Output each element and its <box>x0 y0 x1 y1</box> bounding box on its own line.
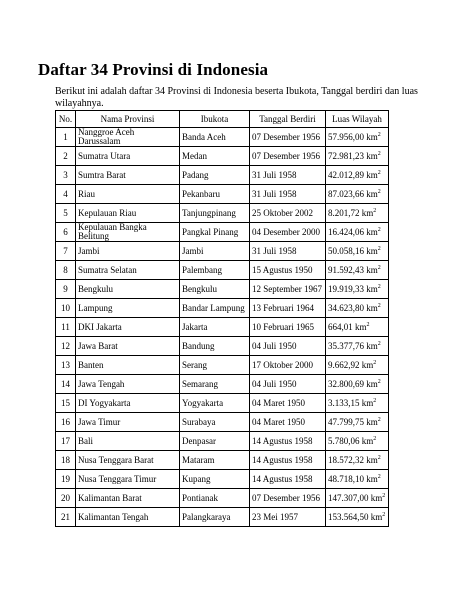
cell-no-text: 13 <box>61 359 70 370</box>
cell-province-name <box>76 242 180 261</box>
cell-province-name-text: Kepulauan Bangka Belitung <box>78 222 147 241</box>
cell-founding-date <box>250 508 326 527</box>
cell-founding-date-text: 14 Agustus 1958 <box>252 454 313 465</box>
cell-founding-date-text: 31 Juli 1958 <box>252 245 297 256</box>
cell-area <box>326 223 389 242</box>
cell-capital <box>180 356 250 375</box>
cell-capital-text: Semarang <box>182 378 218 389</box>
cell-area <box>326 166 389 185</box>
cell-no-text: 10 <box>61 302 70 313</box>
cell-area <box>326 147 389 166</box>
cell-capital-text: Pontianak <box>182 492 218 503</box>
cell-area-text: 42.012,89 km <box>328 169 378 180</box>
cell-province-name-text: Nanggroe Aceh Darussalam <box>78 127 135 146</box>
cell-area-text: 57.956,00 km <box>328 131 378 142</box>
cell-founding-date <box>250 337 326 356</box>
cell-area <box>326 451 389 470</box>
cell-capital <box>180 204 250 223</box>
cell-capital-text: Medan <box>182 150 207 161</box>
cell-capital <box>180 147 250 166</box>
cell-province-name <box>76 470 180 489</box>
area-unit-superscript: 2 <box>377 283 381 290</box>
cell-capital-text: Yogyakarta <box>182 397 224 408</box>
cell-area <box>326 280 389 299</box>
cell-area <box>326 204 389 223</box>
area-unit-superscript: 2 <box>377 454 381 461</box>
table-row <box>56 470 389 489</box>
cell-province-name-text: Bali <box>78 435 93 446</box>
cell-no <box>56 223 76 242</box>
cell-province-name-text: Kalimantan Barat <box>78 492 142 503</box>
cell-area-text: 8.201,72 km <box>328 207 374 218</box>
cell-area <box>326 413 389 432</box>
cell-no-text: 5 <box>63 207 68 218</box>
cell-no <box>56 147 76 166</box>
cell-capital-text: Kupang <box>182 473 211 484</box>
area-unit-superscript: 2 <box>377 340 381 347</box>
cell-area-text: 91.592,43 km <box>328 264 378 275</box>
cell-no <box>56 318 76 337</box>
cell-area-text: 16.424,06 km <box>328 226 378 237</box>
cell-capital <box>180 166 250 185</box>
cell-capital-text: Banda Aceh <box>182 131 226 142</box>
cell-area-text: 34.623,80 km <box>328 302 378 313</box>
cell-no <box>56 185 76 204</box>
cell-capital <box>180 451 250 470</box>
cell-province-name-text: Jawa Tengah <box>78 378 125 389</box>
cell-area-text: 9.662,92 km <box>328 359 374 370</box>
cell-area <box>326 375 389 394</box>
header-capital: Ibukota <box>180 111 250 128</box>
cell-no-text: 2 <box>63 150 68 161</box>
table-row <box>56 318 389 337</box>
cell-province-name-text: Sumtra Barat <box>78 169 126 180</box>
cell-founding-date <box>250 489 326 508</box>
area-unit-superscript: 2 <box>377 416 381 423</box>
cell-area-text: 47.799,75 km <box>328 416 378 427</box>
table-row <box>56 128 389 147</box>
area-unit-superscript: 2 <box>373 359 377 366</box>
cell-founding-date-text: 15 Agustus 1950 <box>252 264 313 275</box>
cell-province-name-text: Kalimantan Tengah <box>78 511 149 522</box>
table-body <box>56 128 389 527</box>
cell-no <box>56 204 76 223</box>
area-unit-superscript: 2 <box>377 226 381 233</box>
table-row <box>56 242 389 261</box>
cell-founding-date <box>250 147 326 166</box>
header-province-name: Nama Provinsi <box>76 111 180 128</box>
cell-province-name-text: Nusa Tenggara Timur <box>78 473 157 484</box>
cell-area <box>326 508 389 527</box>
cell-area-text: 72.981,23 km <box>328 150 378 161</box>
cell-founding-date <box>250 356 326 375</box>
cell-founding-date <box>250 166 326 185</box>
cell-province-name-text: Jawa Barat <box>78 340 118 351</box>
cell-capital <box>180 489 250 508</box>
cell-founding-date-text: 12 September 1967 <box>252 283 322 294</box>
cell-area-text: 48.718,10 km <box>328 473 378 484</box>
cell-no <box>56 337 76 356</box>
cell-no <box>56 261 76 280</box>
cell-area <box>326 432 389 451</box>
cell-no <box>56 432 76 451</box>
table-row <box>56 204 389 223</box>
cell-no-text: 21 <box>61 511 70 522</box>
cell-capital-text: Tanjungpinang <box>182 207 236 218</box>
cell-capital-text: Palangkaraya <box>182 511 231 522</box>
cell-province-name <box>76 280 180 299</box>
cell-area <box>326 356 389 375</box>
area-unit-superscript: 2 <box>373 435 377 442</box>
cell-capital <box>180 470 250 489</box>
cell-province-name-text: Sumatra Selatan <box>78 264 137 275</box>
table-row <box>56 280 389 299</box>
cell-no-text: 11 <box>61 321 70 332</box>
cell-founding-date <box>250 242 326 261</box>
header-area: Luas Wilayah <box>326 111 389 128</box>
table-header-row <box>56 111 389 128</box>
cell-area-text: 664,01 km <box>328 321 367 332</box>
cell-no <box>56 375 76 394</box>
cell-province-name <box>76 318 180 337</box>
cell-area <box>326 242 389 261</box>
cell-capital <box>180 242 250 261</box>
table-row <box>56 299 389 318</box>
cell-founding-date <box>250 299 326 318</box>
cell-founding-date-text: 07 Desember 1956 <box>252 150 320 161</box>
cell-area <box>326 128 389 147</box>
province-table <box>55 110 389 527</box>
area-unit-superscript: 2 <box>377 169 381 176</box>
table-row <box>56 508 389 527</box>
cell-area-text: 153.564,50 km <box>328 511 383 522</box>
header-founding-date: Tanggal Berdiri <box>250 111 326 128</box>
table-row <box>56 337 389 356</box>
cell-area-text: 147.307,00 km <box>328 492 383 503</box>
cell-area-text: 32.800,69 km <box>328 378 378 389</box>
cell-no-text: 9 <box>63 283 68 294</box>
area-unit-superscript: 2 <box>377 378 381 385</box>
cell-no <box>56 280 76 299</box>
cell-founding-date-text: 31 Juli 1958 <box>252 188 297 199</box>
cell-province-name-text: Jawa Timur <box>78 416 121 427</box>
table-row <box>56 413 389 432</box>
cell-capital-text: Serang <box>182 359 207 370</box>
cell-no <box>56 356 76 375</box>
cell-capital <box>180 223 250 242</box>
cell-area-text: 18.572,32 km <box>328 454 378 465</box>
cell-capital <box>180 337 250 356</box>
cell-province-name <box>76 451 180 470</box>
cell-capital <box>180 318 250 337</box>
cell-no-text: 16 <box>61 416 70 427</box>
area-unit-superscript: 2 <box>377 188 381 195</box>
cell-founding-date <box>250 394 326 413</box>
cell-province-name-text: Nusa Tenggara Barat <box>78 454 154 465</box>
cell-no-text: 17 <box>61 435 70 446</box>
cell-province-name-text: DKI Jakarta <box>78 321 122 332</box>
cell-province-name-text: Bengkulu <box>78 283 113 294</box>
cell-founding-date-text: 10 Februari 1965 <box>252 321 314 332</box>
cell-founding-date <box>250 451 326 470</box>
cell-capital-text: Surabaya <box>182 416 216 427</box>
cell-no <box>56 508 76 527</box>
cell-founding-date-text: 14 Agustus 1958 <box>252 435 313 446</box>
cell-capital-text: Bengkulu <box>182 283 217 294</box>
area-unit-superscript: 2 <box>382 492 386 499</box>
cell-province-name <box>76 432 180 451</box>
cell-area-text: 3.133,15 km <box>328 397 374 408</box>
cell-area-text: 5.780,06 km <box>328 435 374 446</box>
table-row <box>56 185 389 204</box>
cell-province-name <box>76 166 180 185</box>
cell-no <box>56 489 76 508</box>
cell-no <box>56 394 76 413</box>
table-row <box>56 356 389 375</box>
table-row <box>56 375 389 394</box>
cell-capital <box>180 413 250 432</box>
table-row <box>56 489 389 508</box>
cell-capital <box>180 299 250 318</box>
area-unit-superscript: 2 <box>377 302 381 309</box>
cell-founding-date <box>250 185 326 204</box>
area-unit-superscript: 2 <box>377 473 381 480</box>
cell-founding-date <box>250 375 326 394</box>
cell-area-text: 19.919,33 km <box>328 283 378 294</box>
cell-no <box>56 166 76 185</box>
cell-founding-date-text: 14 Agustus 1958 <box>252 473 313 484</box>
cell-area-text: 87.023,66 km <box>328 188 378 199</box>
cell-no-text: 14 <box>61 378 70 389</box>
intro-paragraph: Berikut ini adalah daftar 34 Provinsi di Indonesia beserta Ibukota, Tanggal berdiri dan luas wilayahnya. <box>55 86 418 109</box>
cell-founding-date-text: 04 Juli 1950 <box>252 378 297 389</box>
cell-founding-date <box>250 318 326 337</box>
cell-no-text: 4 <box>63 188 68 199</box>
cell-no-text: 12 <box>61 340 70 351</box>
cell-capital-text: Pangkal Pinang <box>182 226 239 237</box>
cell-capital <box>180 508 250 527</box>
cell-capital-text: Bandar Lampung <box>182 302 245 313</box>
cell-founding-date <box>250 432 326 451</box>
cell-area <box>326 489 389 508</box>
table-row <box>56 451 389 470</box>
area-unit-superscript: 2 <box>377 131 381 138</box>
area-unit-superscript: 2 <box>366 321 370 328</box>
cell-province-name <box>76 185 180 204</box>
cell-founding-date-text: 07 Desember 1956 <box>252 492 320 503</box>
cell-founding-date <box>250 204 326 223</box>
cell-no-text: 1 <box>63 131 68 142</box>
cell-province-name <box>76 147 180 166</box>
table-row <box>56 432 389 451</box>
cell-capital-text: Pekanbaru <box>182 188 220 199</box>
cell-capital <box>180 432 250 451</box>
cell-founding-date-text: 04 Maret 1950 <box>252 416 305 427</box>
cell-province-name-text: Lampung <box>78 302 113 313</box>
cell-area <box>326 299 389 318</box>
cell-capital-text: Palembang <box>182 264 222 275</box>
cell-founding-date-text: 25 Oktober 2002 <box>252 207 313 218</box>
cell-founding-date <box>250 470 326 489</box>
cell-area <box>326 470 389 489</box>
cell-area <box>326 261 389 280</box>
cell-province-name <box>76 489 180 508</box>
cell-area <box>326 185 389 204</box>
cell-no-text: 6 <box>63 226 68 237</box>
cell-capital-text: Denpasar <box>182 435 216 446</box>
cell-province-name-text: DI Yogyakarta <box>78 397 131 408</box>
cell-area <box>326 318 389 337</box>
cell-founding-date-text: 31 Juli 1958 <box>252 169 297 180</box>
cell-founding-date-text: 04 Juli 1950 <box>252 340 297 351</box>
cell-founding-date <box>250 413 326 432</box>
table-row <box>56 394 389 413</box>
cell-no-text: 15 <box>61 397 70 408</box>
cell-province-name <box>76 337 180 356</box>
cell-founding-date-text: 13 Februari 1964 <box>252 302 314 313</box>
table-row <box>56 166 389 185</box>
cell-province-name <box>76 394 180 413</box>
cell-founding-date-text: 04 Maret 1950 <box>252 397 305 408</box>
cell-province-name <box>76 356 180 375</box>
area-unit-superscript: 2 <box>382 511 386 518</box>
area-unit-superscript: 2 <box>377 264 381 271</box>
cell-province-name <box>76 375 180 394</box>
cell-no <box>56 470 76 489</box>
cell-area-text: 35.377,76 km <box>328 340 378 351</box>
cell-province-name-text: Banten <box>78 359 104 370</box>
cell-founding-date <box>250 261 326 280</box>
cell-founding-date-text: 07 Desember 1956 <box>252 131 320 142</box>
cell-province-name <box>76 508 180 527</box>
area-unit-superscript: 2 <box>377 245 381 252</box>
cell-capital-text: Jambi <box>182 245 204 256</box>
cell-founding-date <box>250 280 326 299</box>
cell-province-name <box>76 413 180 432</box>
cell-province-name-text: Kepulauan Riau <box>78 207 137 218</box>
cell-area <box>326 337 389 356</box>
cell-capital <box>180 185 250 204</box>
table-row <box>56 223 389 242</box>
table-row <box>56 147 389 166</box>
cell-capital-text: Jakarta <box>182 321 208 332</box>
cell-no-text: 20 <box>61 492 70 503</box>
cell-founding-date <box>250 128 326 147</box>
cell-founding-date-text: 04 Desember 2000 <box>252 226 320 237</box>
cell-no-text: 18 <box>61 454 70 465</box>
cell-province-name <box>76 299 180 318</box>
cell-capital-text: Mataram <box>182 454 215 465</box>
cell-capital <box>180 375 250 394</box>
cell-capital <box>180 128 250 147</box>
cell-province-name-text: Jambi <box>78 245 100 256</box>
cell-province-name-text: Riau <box>78 188 95 199</box>
area-unit-superscript: 2 <box>377 150 381 157</box>
table-row <box>56 261 389 280</box>
cell-no-text: 19 <box>61 473 70 484</box>
cell-capital-text: Bandung <box>182 340 215 351</box>
cell-founding-date-text: 17 Oktober 2000 <box>252 359 313 370</box>
cell-founding-date <box>250 223 326 242</box>
cell-province-name <box>76 261 180 280</box>
cell-founding-date-text: 23 Mei 1957 <box>252 511 298 522</box>
header-no: No. <box>56 111 76 128</box>
cell-no-text: 8 <box>63 264 68 275</box>
cell-capital <box>180 280 250 299</box>
cell-province-name <box>76 128 180 147</box>
cell-no <box>56 299 76 318</box>
cell-province-name-text: Sumatra Utara <box>78 150 131 161</box>
cell-no <box>56 128 76 147</box>
cell-no <box>56 242 76 261</box>
cell-no-text: 3 <box>63 169 68 180</box>
cell-capital <box>180 261 250 280</box>
cell-no <box>56 451 76 470</box>
cell-province-name <box>76 204 180 223</box>
cell-area-text: 50.058,16 km <box>328 245 378 256</box>
cell-no-text: 7 <box>63 245 68 256</box>
cell-capital-text: Padang <box>182 169 209 180</box>
cell-area <box>326 394 389 413</box>
area-unit-superscript: 2 <box>373 207 377 214</box>
cell-no <box>56 413 76 432</box>
cell-capital <box>180 394 250 413</box>
document-title: Daftar 34 Provinsi di Indonesia <box>38 60 269 79</box>
area-unit-superscript: 2 <box>373 397 377 404</box>
cell-province-name <box>76 223 180 242</box>
